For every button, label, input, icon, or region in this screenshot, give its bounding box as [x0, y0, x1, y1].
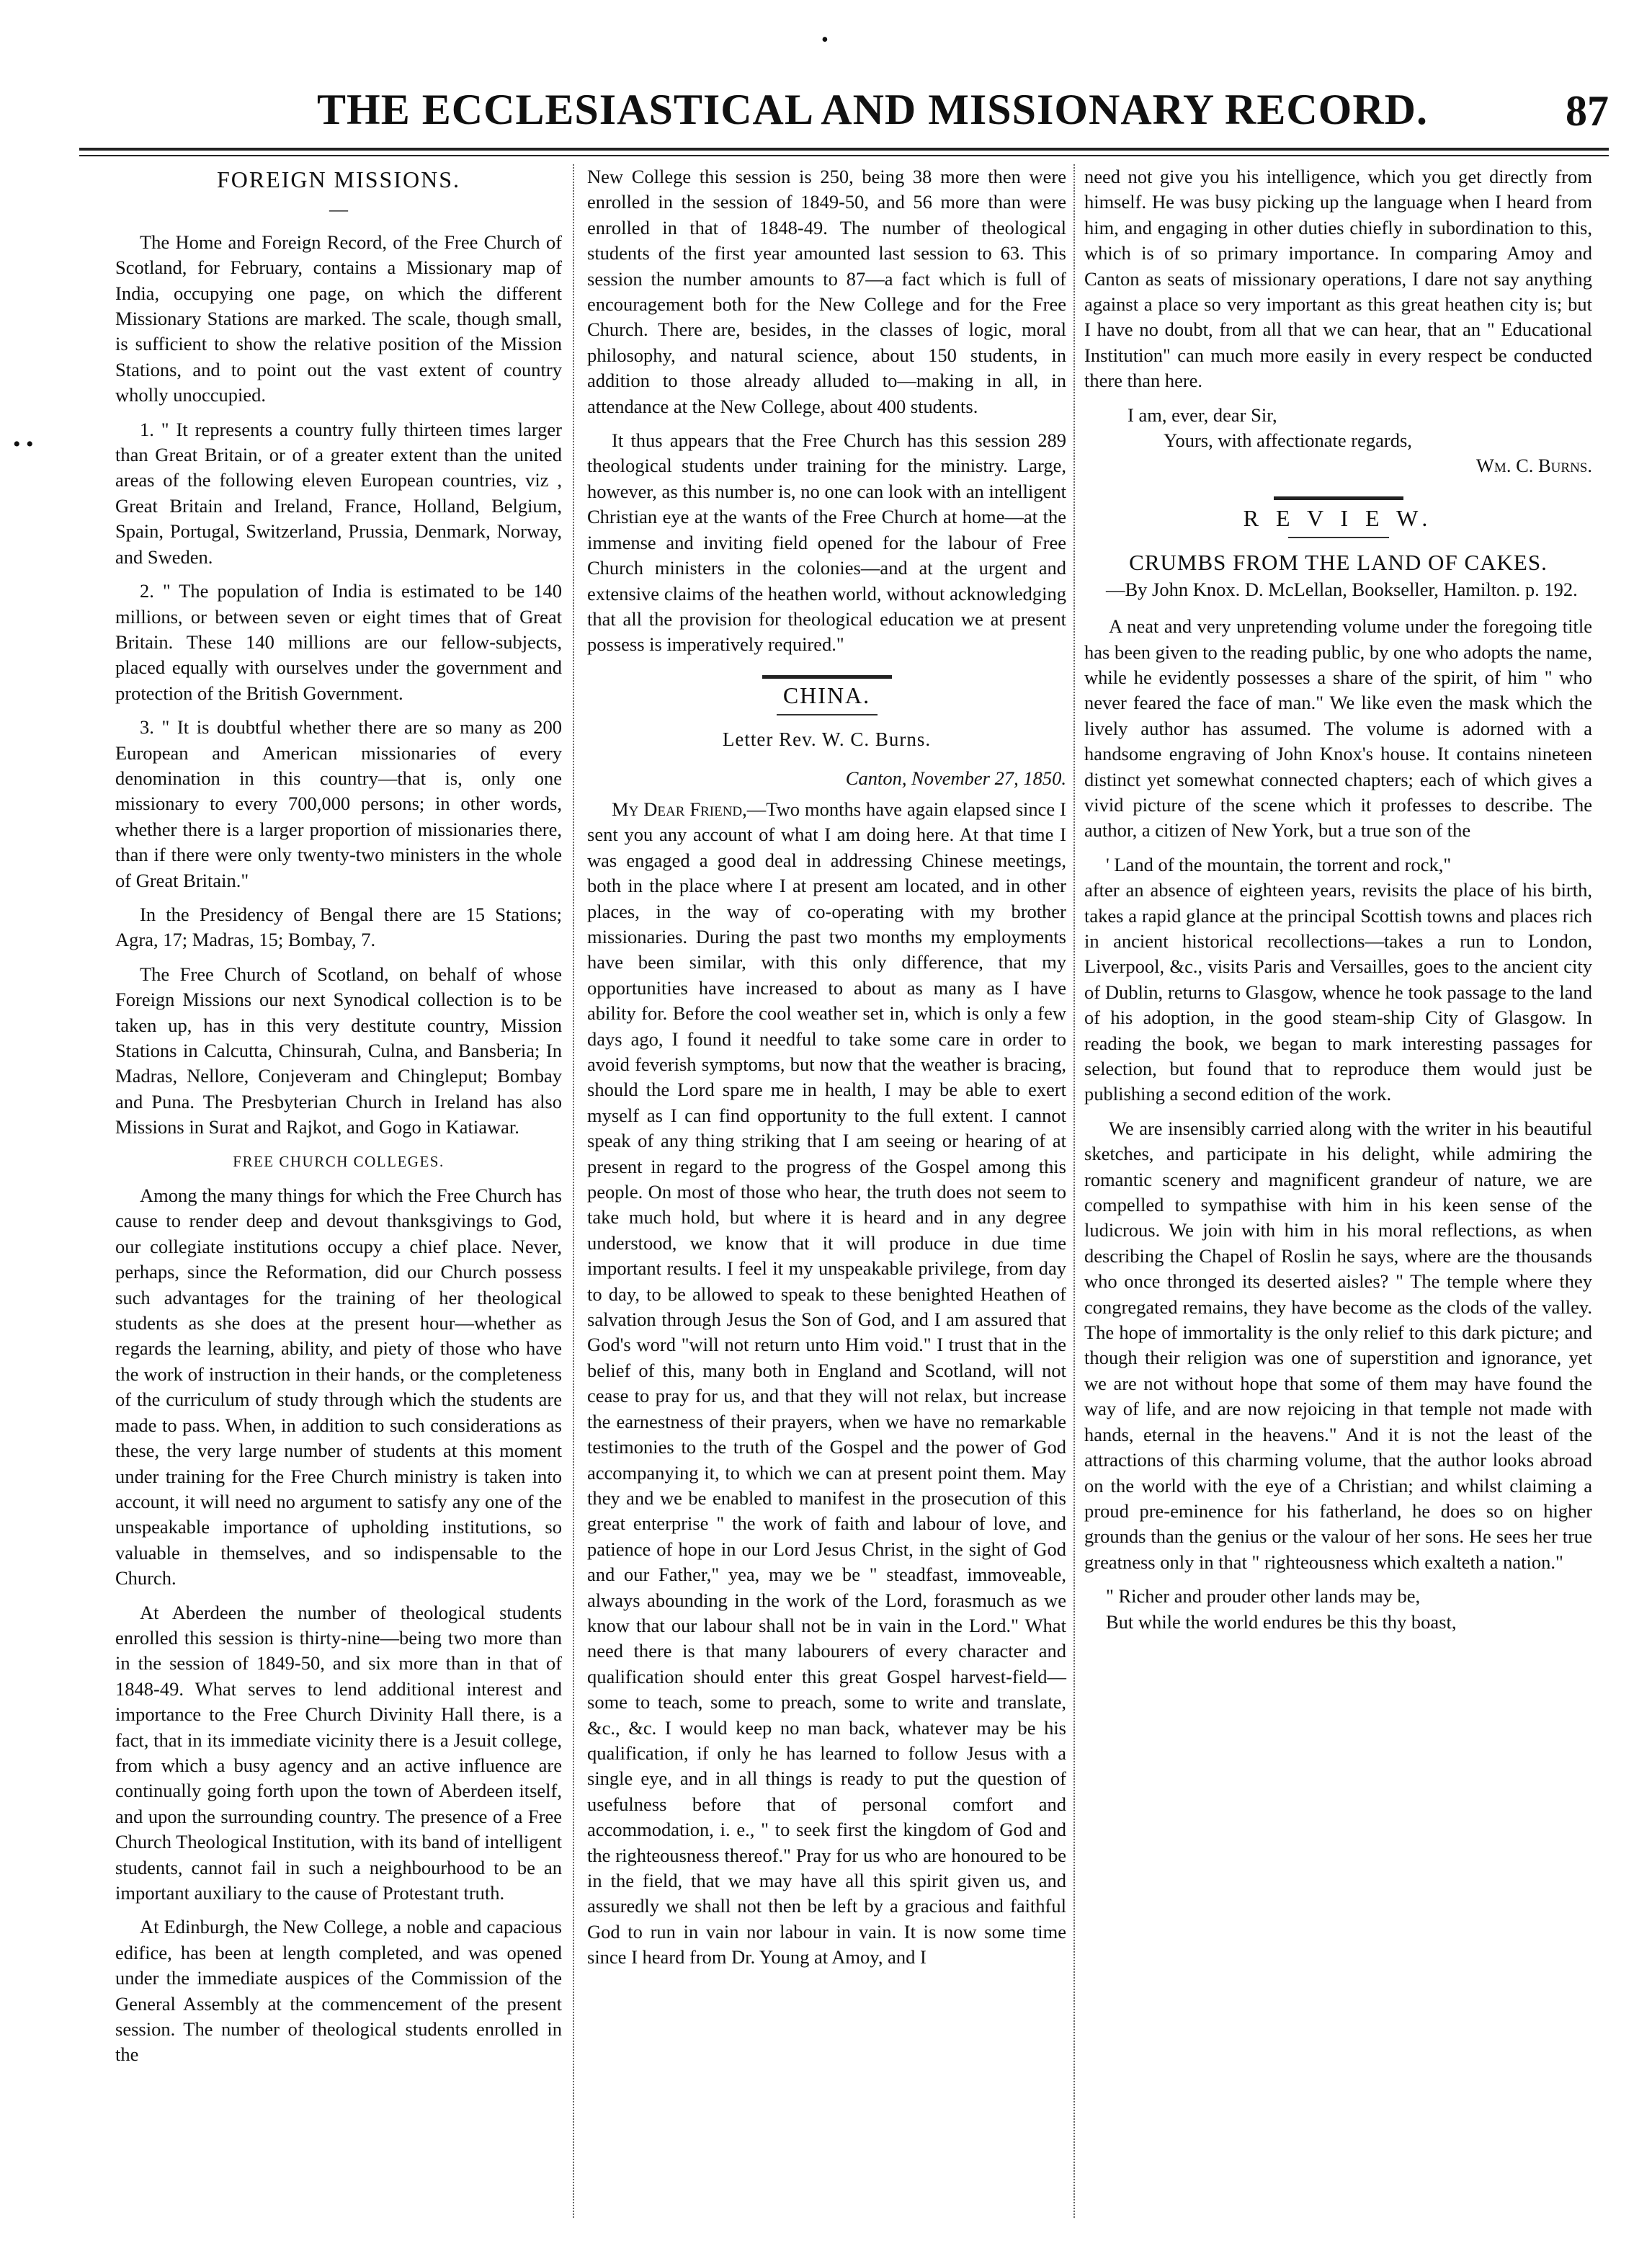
- section-rule: [1288, 537, 1389, 538]
- section-rule: [762, 675, 892, 679]
- paragraph: In the Presidency of Bengal there are 15 Stations; Agra, 17; Madras, 15; Bombay, 7.: [115, 903, 562, 951]
- paragraph: At Edinburgh, the New College, a noble and capacious edifice, has been at length completed, and was opened under the immediate auspices of the Commission of the General Assembly at the commencement of the present session. The number of theological students enrolled in the: [115, 1916, 562, 2066]
- paragraph: We are insensibly carried along with the writer in his beautiful sketches, and participate in his delight, while admiring the romantic scenery and magnificent grandeur of nature, we are compelled to sympathise with him in his keen sense of the ludicrous. We join with him in his moral reflections, as when describing the Chapel of Roslin he says, where are the thousands who once thronged its deserted aisles? " The temple where they congregated remains, they have become as the clods of the valley. The hope of immortality is the only relief to this dark picture; and though their religion was one of superstition and ignorance, yet we are not without hope that some of them may have found the way of life, and are now rejoicing in that temple not made with hands, eternal in the heavens." And it is not the least of the attractions of this charming volume, that the author looks abroad on the world with the eye of a Christian; and whilst claiming a proud pre-eminence for his fatherland, he does so on higher grounds than the genius or the valour of her sons. He sees her true greatness only in that " righteousness which exalteth a nation.": [1084, 1117, 1592, 1573]
- page-number: 87: [1566, 87, 1609, 135]
- letter-body: [587, 797, 1066, 1971]
- paragraph: The Home and Foreign Record, of the Free Church of Scotland, for February, contains a Missionary map of India, occupying one page, on which the different Missionary Stations are marked. The scale, though small, is sufficient to show the relative position of the Mission Stations, and to point out the vast extent of country wholly unoccupied.: [115, 231, 562, 406]
- verse-line: ' Land of the mountain, the torrent and rock,": [1106, 853, 1452, 875]
- letter-closing: I am, ever, dear Sir,: [1128, 403, 1277, 426]
- paragraph: New College this session is 250, being 38 more then were enrolled in the session of 1849-50, and 56 more than were enrolled in that of 1848-49. The number of theological students of the first year amounted last session to 63. This session the number amounts to 87—a fact which is full of encouragement both for the New College and for the Free Church. There are, besides, in the classes of logic, moral philosophy, and natural science, about 150 students, in addition to those already alluded to—making in all, in attendance at the New College, about 400 students.: [587, 166, 1066, 417]
- paragraph: 3. " It is doubtful whether there are so many as 200 European and American missionaries of every denomination in this country—that is, only one missionary to every 700,000 persons; in other words, whether there is a larger proportion of missionaries there, than if there were only twenty-two ministers in the whole of Great Britain.": [115, 716, 562, 891]
- section-title-foreign-missions: FOREIGN MISSIONS.: [216, 166, 461, 192]
- section-title-review: R E V I E W.: [1243, 504, 1434, 531]
- section-rule: [1274, 496, 1403, 500]
- paragraph: At Aberdeen the number of theological students enrolled this session is thirty-nine—being two more than in the session of 1849-50, and six more than in that of 1848-49. What serves to lend additional interest and importance to the Free Church Divinity Hall there, is a fact, that in its immediate vicinity there is a Jesuit college, from which a busy agency and an active influence are continually going forth upon the town of Aberdeen itself, and upon the surrounding country. The presence of a Free Church Theological Institution, with its band of intelligent students, cannot fail in such a neighbourhood to be an important auxiliary to the cause of Protestant truth.: [115, 1601, 562, 1904]
- letter-dateline: Canton, November 27, 1850.: [845, 767, 1066, 789]
- column-divider: [1073, 164, 1075, 2218]
- page-speck: •: [821, 29, 829, 51]
- paragraph: It thus appears that the Free Church has this session 289 theological students under training for the ministry. Large, however, as this number is, no one can look with an intelligent Christian eye at the wants of the Free Church at home—at the immense and inviting field opened for the labour of Free Church ministers in the colonies—and at the urgent and extensive claims of the heathen world, without acknowledging that all the provision for theological education we at present possess is imperatively required.": [587, 429, 1066, 656]
- column-left: [115, 164, 562, 2077]
- paragraph: 1. " It represents a country fully thirteen times larger than Great Britain, or of a greater extent than the united areas of the following eleven European countries, viz , Great Britain and Ireland, France, Holland, Belgium, Spain, Portugal, Switzerland, Prussia, Denmark, Norway, and Sweden.: [115, 418, 562, 568]
- letter-heading: Letter Rev. W. C. Burns.: [722, 728, 932, 751]
- margin-marks: • •: [13, 432, 34, 456]
- section-dash: —: [329, 199, 348, 220]
- paragraph: 2. " The population of India is estimated to be 140 millions, or between seven or eight times that of Great Britain. These 140 millions are our fellow-subjects, placed equally with ourselves under the government and protection of the British Government.: [115, 580, 562, 704]
- book-title: CRUMBS FROM THE LAND OF CAKES.: [1129, 550, 1548, 576]
- verse-line: " Richer and prouder other lands may be,: [1106, 1585, 1421, 1607]
- verse-line: But while the world endures be this thy boast,: [1106, 1610, 1457, 1633]
- header-rule: [79, 148, 1609, 156]
- column-right: [1084, 164, 1592, 1635]
- letter-signature: Wm. C. Burns.: [1475, 455, 1592, 477]
- column-divider: [573, 164, 574, 2218]
- paragraph: Among the many things for which the Free Church has cause to render deep and devout thanksgivings to God, our collegiate institutions occupy a chief place. Never, perhaps, since the Reformation, did our Church possess such advantages for the training of her theological students as she does at the present hour—whether as regards the learning, ability, and piety of those who have the work of instruction in their hands, or the completeness of the curriculum of study through which the students are made to pass. When, in addition to such considerations as these, the very large number of students at this moment under training for the Free Church ministry is taken into account, it will need no argument to satisfy any one of the unspeakable importance of upholding institutions, so valuable in themselves, and so indispensable to the Church.: [115, 1185, 562, 1589]
- paragraph: The Free Church of Scotland, on behalf of whose Foreign Missions our next Synodical collection is to be taken up, has in this very destitute country, Mission Stations in Calcutta, Chinsurah, Culna, and Bansberia; In Madras, Nellore, Conjeveram and Chingleput; Bombay and Puna. The Presbyterian Church in Ireland has also Missions in Surat and Rajkot, and Gogo in Katiawar.: [115, 963, 562, 1138]
- paragraph: need not give you his intelligence, which you get directly from himself. He was busy picking up the language when I heard from him, and engaging in other duties chiefly in subordination to this, which is of so primary importance. In comparing Amoy and Canton as seats of missionary operations, I dare not say anything against a place so very important as this great heathen city is; but I have no doubt, from all that we can hear, that an " Educational Institution" can much more easily in every respect be conducted there than here.: [1084, 166, 1592, 392]
- paragraph: after an absence of eighteen years, revisits the place of his birth, takes a rapid glance at the principal Scottish towns and places rich in ancient historical recollections—takes a run to London, Liverpool, &c., visits Paris and Versailles, goes to the ancient city of Dublin, returns to Glasgow, whence he took passage to the land of his adoption, in the good steam-ship City of Glasgow. In reading the book, we began to mark interesting passages for selection, but found that to reproduce them would just be publishing a second edition of the work.: [1084, 879, 1592, 1105]
- subhead-free-church-colleges: FREE CHURCH COLLEGES.: [233, 1152, 445, 1170]
- paragraph: A neat and very unpretending volume under the foregoing title has been given to the reading public, by one who adopts the name, while he evidently possesses a share of the spirit, of him " who never feared the face of man." We like even the mask which the lively author has assumed. The volume is adorned with a handsome engraving of John Knox's house. It contains nineteen distinct yet somewhat connected chapters; each of which gives a vivid picture of the scene which it professes to describe. The author, a citizen of New York, but a true son of the: [1084, 615, 1593, 842]
- section-title-china: CHINA.: [782, 682, 871, 708]
- running-head: THE ECCLESIASTICAL AND MISSIONARY RECORD.: [317, 86, 1428, 133]
- book-meta: —By John Knox. D. McLellan, Bookseller, Hamilton. p. 192.: [1106, 578, 1578, 600]
- letter-salutation: My Dear Friend,: [612, 798, 747, 820]
- column-middle: [587, 164, 1066, 1979]
- section-rule: [777, 714, 878, 715]
- letter-closing: Yours, with affectionate regards,: [1164, 429, 1412, 452]
- letter-text: —Two months have again elapsed since I sent you any account of what I am doing here. At that time I was engaged a good deal in addressing Chinese meetings, both in the place where I at present am located, and in other places, in the way of co-operating with my brother missionaries. During the past two months my employments have been similar, with this only difference, that my opportunities have increased to about as many as I have ability for. Before the cool weather set in, which is only a few days ago, I found it needful to take some care in order to avoid feverish symptoms, but now that the weather is bracing, should the Lord spare me in health, I may be able to exert myself as I can find opportunity to the full extent. I cannot speak of any thing striking that I am seeing or hearing of at present in regard to the progress of the Gospel among this people. On most of those who hear, the truth does not seem to take much hold, but where it is heard and in any degree understood, we know that it will produce in due time important results. I feel it my unspeakable privilege, from day to day, to be allowed to speak to these benighted Heathen of salvation through Jesus the Son of God, and I am assured that God's word "will not return unto Him void." I trust that in the belief of this, many both in England and Scotland, will not cease to pray for us, and that they will not relax, but increase the earnestness of their prayers, when we have no remarkable testimonies to the truth of the Gospel and the power of God accompanying it, to which we can at present point them. May they and we be enabled to manifest in the prosecution of this great enterprise " the work of faith and labour of love, and patience of hope in our Lord Jesus Christ, in the sight of God and our Father," yea, may we be " steadfast, immoveable, always abounding in the work of the Lord, forasmuch as we know that our labour shall not be in vain in the Lord." What need there is that many labourers of every character and qualification should enter this great Gospel harvest-field—some to teach, some to preach, some to write and translate, &c., &c. I would keep no man back, whatever may be his qualification, if only he has learned to follow Jesus with a single eye, and in all things is ready to put the question of usefulness before that of personal comfort and accommodation, i. e., " to seek first the kingdom of God and the righteousness thereof." Pray for us who are honoured to be in the field, that we may have all this spirit given us, and assuredly we shall not then be left by a gracious and faithful God to run in vain nor labour in vain. It is now some time since I heard from Dr. Young at Amoy, and I: [587, 798, 1066, 1968]
